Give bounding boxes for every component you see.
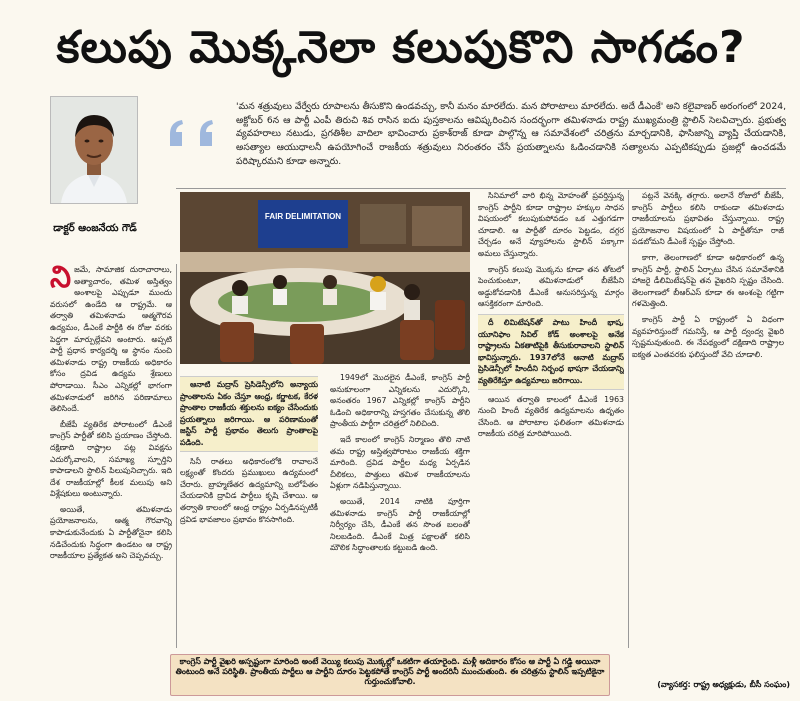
intro-paragraph: 'మన శత్రువులు వేర్వేరు రూపాలను తీసుకొని ఉండవచ్చు, కానీ మనం మారలేదు. మన పోరాటాలు మారలేదు. అదే డీఎంకే' అని కలైవాణర్‌ అరంగంలో 2024, అక్టోబర్‌ 6న ఆ పార్టీ ఎంపీ తిరుచి శివ రాసిన ఐదు పుస్తకాలను ఆవిష్కరించిన సందర్భంగా తమిళనాడు రాష్ట్ర ముఖ్యమంత్రి స్టాలిన్‌ సెలవిచ్చారు. ప్రభుత్వ వ్యవహరాలు నటుడు, ప్రగతిశీల వాదిలా భావించారు ప్రకాశ్‌రాజ్‌ కూడా పాల్గొన్న ఆ సమావేశంలో చరిత్రను మార్చడానికి, ఫాసిజాన్ని వ్యాప్తి చేయడానికి, అసత్యాల ఆయుధాలనీ ఉపయోగించే రాజకీయ శత్రువులు నిరంతరం చేసే ప్రయత్నాలను ఓడించడానికి సత్యాలను ఎప్పటికప్పుడు ప్రజల్లో ఉంచడమే పరిష్కారమని కూడా అన్నారు. xyxy=(236,101,786,167)
author-portrait-icon xyxy=(51,97,137,203)
photo-banner-text: FAIR DELIMITATION xyxy=(264,212,342,221)
paragraph: సినీ రాతలు అధికారంలోకి రావాలనే లక్ష్యంతో కొందరు ప్రముఖులు ఉద్యమంలో చేరారు. బ్రాహ్మణేతర ఉద్యమాన్ని బలోపేతం చేయడానికి ద్రావిడ పార్టీలు కృషి చేశాయి. ఆ తర్వాతి కాలంలో ఆంధ్ర రాష్ట్రం ఏర్పడినప్పటికీ ద్రవిడ భావజాలం ప్రభావం కొనసాగింది. xyxy=(180,456,318,524)
divider xyxy=(628,190,629,648)
paragraph: సినిమాలో వారి భిన్న మోహంతో ప్రవర్తిస్తున్న కాంగ్రెస్‌ పార్టీని కూడా రాష్ట్రాల హక్కుల సాధన విషయంలో కలుపుకుపోవడం ఒక ఎత్తుగడగా చూడాలి. ఆ పార్టీతో దూరం పెట్టడం, దగ్గర చేర్చడం అనే వ్యూహాలను స్టాలిన్‌ పక్కాగా అమలు చేస్తున్నారు. xyxy=(478,191,624,258)
headline: కలుపు మొక్కనెలా కలుపుకొని సాగడం? xyxy=(56,22,746,73)
paragraph: జమే, సామాజిక దురాచారాలు, అత్యాచారం, తమిళ అస్తిత్వం అంశాలపై ఎప్పుడూ ముందు వరుసలో ఉండేది ఆ రాష్ట్రమే. ఆ తర్వాతి తమిళనాడు ఆత్మగౌరవ ఉద్యమం, డీఎంకే పార్టీకి ఈ రోజు వరకు పెద్దగా మార్పుల్లేవని అంటారు. అప్పటి పార్టీ ప్రధాన కార్యదర్శి ఆ స్థానం నుంచి తమిళనాడు రాష్ట్ర రాజకీయ అధికారం కోసం ద్రవిడ ఉద్యమ శ్రేణులు పోరాడాయి. సీఎం ఎన్నికల్లో భాగంగా తమిళనాడులో జరిగిన పరిణామాలు తెలిసిందే. xyxy=(50,265,172,414)
paragraph: అయితే, 2014 నాటికి పూర్తిగా తమిళనాడు కాంగ్రెస్‌ పార్టీ రాజకీయాల్లో నిర్వీర్యం చేసి, డీఎంకే తన సొంత బలంతో నిలబడింది. డీఎంకే మిత్ర పక్షాలతో కలిసి మౌలిక సిద్ధాంతాలకు కట్టుబడి ఉంది. xyxy=(330,496,470,553)
paragraph: కాంగ్రెస్‌ పార్టీ ఏ రాష్ట్రంలో ఏ విధంగా వ్యవహరిస్తుందో గమనిస్తే, ఆ పార్టీ ద్వంద్వ వైఖరి స్పష్టమవుతుంది. ఈ నేపథ్యంలో దక్షిణాది రాష్ట్రాల ఐక్యత ఎంతవరకు ఫలిస్తుందో వేచి చూడాలి. xyxy=(632,314,784,359)
divider xyxy=(176,264,177,648)
event-photo xyxy=(180,192,470,364)
author-name: డాక్టర్‌ ఆంజనేయ గౌడ్‌ xyxy=(53,223,137,234)
highlight-paragraph: ఆనాటి మద్రాస్‌ ప్రెసిడెన్సీలోని అన్యాయ ప్రాంతాలను ఏకం చేస్తూ ఆంధ్ర, కర్ణాటక, కేరళ ప్రాంతాల రాజకీయ శక్తులను ఐక్యం చేసేందుకు ప్రయత్నాలు జరిగాయి. ఆ పరిణామంతో జస్టిస్‌ పార్టీ ప్రభావం తెలుగు ప్రాంతాలపై పడింది. xyxy=(180,376,318,452)
paragraph: కాంగ్రెస్‌ కలుపు మొక్కను కూడా తన తోటలో పెంచుకుంటూ, తమిళనాడులో బీజేపీని అడ్డుకోవడానికి డీఎంకే అనుసరిస్తున్న మార్గం ఆసక్తికరంగా మారింది. xyxy=(478,264,624,309)
column-c xyxy=(478,190,624,648)
column-left xyxy=(50,264,172,646)
paragraph: కాగా, తెలంగాణలో కూడా అధికారంలో ఉన్న కాంగ్రెస్‌ పార్టీ, స్టాలిన్‌ ఏర్పాటు చేసిన సమావేశానికి హాజరై డీలిమిటేషన్‌పై తన వైఖరిని స్పష్టం చేసింది. తెలంగాణలో బీఆర్‌ఎస్‌ కూడా ఈ అంశంపై గట్టిగా గళమెత్తింది. xyxy=(632,252,784,309)
paragraph: బీజేపీ వ్యతిరేక పోరాటంలో డీఎంకే కాంగ్రెస్‌ పార్టీతో కలిసి ప్రయాణం చేస్తోంది. దక్షిణాది రాష్ట్రాల పట్ల వివక్షను ఎదుర్కోవాలని, సమాఖ్య స్ఫూర్తిని కాపాడాలని స్టాలిన్‌ పిలుపునిచ్చారు. ఇది దేశ రాజకీయాల్లో కీలక మలుపు అని విశ్లేషకులు అంటున్నారు. xyxy=(50,419,172,499)
dropcap: ని xyxy=(50,264,72,295)
paragraph: ఇదే కాలంలో కాంగ్రెస్‌ నిర్మాణం తొలి నాటి తమ రాష్ట్ర అస్తిత్వపోరాటం రాజకీయ శక్తిగా మారింది. ద్రవిడ పార్టీల మధ్య ఏర్పడిన చీలికలు, పొత్తులు తమిళ రాజకీయాలను ఏళ్లుగా నడిపిస్తున్నాయి. xyxy=(330,434,470,491)
divider xyxy=(176,188,786,189)
paragraph: ఆయిన తర్వాతి కాలంలో డీఎంకే 1963 నుంచి హిందీ వ్యతిరేక ఉద్యమాలను ఉధృతం చేసింది. ఆ పోరాటాల ఫలితంగా తమిళనాడు రాజకీయ చరిత్ర మారిపోయింది. xyxy=(478,394,624,439)
column-b1 xyxy=(180,372,318,648)
author-photo xyxy=(50,96,138,204)
quote-icon xyxy=(166,116,228,150)
column-d xyxy=(632,190,784,648)
paragraph: పట్లనే వెనక్కి తగ్గారు. అలానే రోజులో బీజేపీ, కాంగ్రెస్‌ పార్టీలు కలిసి రాకుండా తమిళనాడు రాజకీయాలను ప్రభావితం చేస్తున్నాయి. రాష్ట్ర ప్రయోజనాల విషయంలో ఏ పార్టీతోనూ రాజీ పడబోమని డీఎంకే స్పష్టం చేస్తోంది. xyxy=(632,191,784,247)
pull-quote-box: కాంగ్రెస్‌ పార్టీ వైఖరి అస్పష్టంగా మారింది అంటే వెయ్యి కలుపు మొక్కల్లో ఒకటిగా తయారైంది. మళ్లీ అదికారం కోసం ఆ పార్టీ ఏ గడ్డి అయినా తింటుంది అనే పరిస్థితి. ప్రాంతీయ పార్టీలు ఆ పార్టీని దూరం పెట్టకపోతే కాంగ్రెస్‌ పార్టీ అందరినీ ముంచుతుంది. ఈ చరిత్రను స్టాలిన్‌ ఇప్పటికైనా గుర్తుంచుకోవాలి. xyxy=(170,654,610,696)
paragraph: 1949లో మొదలైన డీఎంకే, కాంగ్రెస్‌ పార్టీ అనుకూలంగా ఎన్నికలను ఎదుర్కొని, అనంతరం 1967 ఎన్నికల్లో కాంగ్రెస్‌ పార్టీని ఓడించి అధికారాన్ని హస్తగతం చేసుకున్న తొలి ప్రాంతీయ పార్టీగా చరిత్రలో నిలిచింది. xyxy=(330,373,470,429)
paragraph: అయితే, తమిళనాడు ప్రయోజనాలను, ఆత్మ గౌరవాన్ని కాపాడుకునేందుకు ఏ పార్టీతోనైనా కలిసి నడిచేందుకు సిద్ధంగా ఉండటం ఆ రాష్ట్ర రాజకీయాల ప్రత్యేకత అని చెప్పవచ్చు. xyxy=(50,504,172,561)
author-byline: (వ్యాసకర్త: రాష్ట్ర అధ్యక్షుడు, బీసీ సంఘం) xyxy=(657,680,790,689)
highlight-paragraph: దీ లిమిటేషన్‌తో పాటు హిందీ భాష, యూనిఫాం సివిల్‌ కోడ్‌ అంశాలపై అనేక రాష్ట్రాలను ఏకతాటిపైకి తీసుకురావాలని స్టాలిన్‌ భావిస్తున్నారు. 1937లోనే ఆనాటి మద్రాస్‌ ప్రెసిడెన్సీలో హిందీని నిర్బంధ భాషగా చేయడాన్ని వ్యతిరేకిస్తూ ఉద్యమాలు జరిగాయి. xyxy=(478,314,624,390)
column-b2 xyxy=(330,372,470,648)
